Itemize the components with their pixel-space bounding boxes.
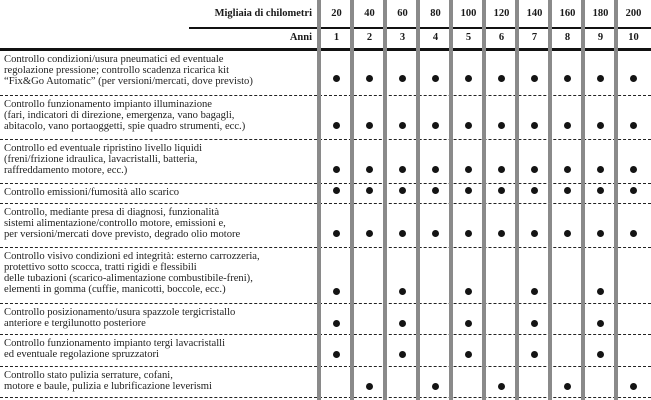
scheduled-dot-icon [531,166,538,173]
scheduled-dot-icon [432,383,439,390]
scheduled-dot-icon [630,230,637,237]
scheduled-dot-icon [597,122,604,129]
header-km-cell: 160 [559,8,576,19]
scheduled-dot-icon [432,75,439,82]
column-separator [581,0,585,400]
scheduled-dot-icon [333,288,340,295]
header-year-cell: 9 [597,32,604,43]
row-description-line: Controllo funzionamento impianto illuminazione [4,99,213,110]
scheduled-dot-icon [432,230,439,237]
scheduled-dot-icon [531,122,538,129]
scheduled-dot-icon [564,230,571,237]
row-description [4,251,316,295]
header-year-cell: 3 [399,32,406,43]
header-year-cell: 7 [531,32,538,43]
row-description-line: motore e baule, pulizia e lubrificazione leverismi [4,381,212,392]
header-km-cell: 100 [460,8,477,19]
row-description-line: Controllo posizionamento/usura spazzole tergicristallo [4,307,236,318]
scheduled-dot-icon [498,166,505,173]
row-description-line: abitacolo, vano portaoggetti, spie quadro strumenti, ecc.) [4,121,246,132]
scheduled-dot-icon [465,230,472,237]
scheduled-dot-icon [531,288,538,295]
scheduled-dot-icon [366,75,373,82]
scheduled-dot-icon [366,187,373,194]
row-description-line: Controllo emissioni/fumosità allo scarico [4,187,180,198]
scheduled-dot-icon [333,320,340,327]
header-year-cell: 2 [366,32,373,43]
scheduled-dot-icon [597,75,604,82]
scheduled-dot-icon [498,230,505,237]
header-years-label: Anni [289,32,312,43]
scheduled-dot-icon [564,122,571,129]
scheduled-dot-icon [432,187,439,194]
scheduled-dot-icon [333,122,340,129]
scheduled-dot-icon [399,230,406,237]
row-description [4,99,316,132]
row-description-line: Controllo condizioni/usura pneumatici ed eventuale [4,54,224,65]
column-separator [416,0,420,400]
scheduled-dot-icon [465,122,472,129]
scheduled-dot-icon [366,230,373,237]
scheduled-dot-icon [399,320,406,327]
column-separator [350,0,354,400]
scheduled-dot-icon [498,187,505,194]
row-description-line: Controllo stato pulizia serrature, cofani, [4,370,173,381]
scheduled-dot-icon [498,383,505,390]
scheduled-dot-icon [564,383,571,390]
scheduled-dot-icon [399,122,406,129]
row-description-line: delle tubazioni (scarico-alimentazione combustibile-freni), [4,273,253,284]
scheduled-dot-icon [366,166,373,173]
table-row [0,304,651,335]
row-description-line: Controllo visivo condizioni ed integrità: esterno carrozzeria, [4,251,260,262]
scheduled-dot-icon [630,187,637,194]
header-km-label: Migliaia di chilometri [214,8,312,19]
row-description-line: ed eventuale regolazione spruzzatori [4,349,160,360]
scheduled-dot-icon [465,351,472,358]
column-separator [317,0,321,400]
scheduled-dot-icon [597,166,604,173]
row-description-line: protettivo sotto scocca, tratti rigidi e flessibili [4,262,197,273]
row-description [4,207,316,240]
row-description-line: Controllo ed eventuale ripristino livello liquidi [4,143,203,154]
row-description-line: sistemi alimentazione/controllo motore, emissioni e, [4,218,226,229]
scheduled-dot-icon [630,75,637,82]
scheduled-dot-icon [564,187,571,194]
table-row [0,184,651,204]
scheduled-dot-icon [597,288,604,295]
header-km-cell: 40 [364,8,375,19]
scheduled-dot-icon [399,288,406,295]
scheduled-dot-icon [630,166,637,173]
scheduled-dot-icon [333,351,340,358]
header-year-cell: 1 [333,32,340,43]
scheduled-dot-icon [333,166,340,173]
table-row [0,96,651,140]
header-km-cell: 120 [493,8,510,19]
column-separator [515,0,519,400]
scheduled-dot-icon [465,320,472,327]
scheduled-dot-icon [465,166,472,173]
table-row [0,51,651,96]
header-km-cell: 60 [397,8,408,19]
scheduled-dot-icon [564,166,571,173]
column-separator [482,0,486,400]
scheduled-dot-icon [432,122,439,129]
header-km-cell: 180 [592,8,609,19]
scheduled-dot-icon [564,75,571,82]
row-description-line: “Fix&Go Automatic” (per versioni/mercati, dove previsto) [4,76,253,87]
scheduled-dot-icon [630,122,637,129]
scheduled-dot-icon [531,351,538,358]
row-description-line: Controllo funzionamento impianto tergi lavacristalli [4,338,226,349]
row-description-line: raffreddamento motore, ecc.) [4,165,128,176]
scheduled-dot-icon [333,230,340,237]
header-year-cell: 10 [628,32,639,43]
scheduled-dot-icon [531,320,538,327]
column-separator [383,0,387,400]
scheduled-dot-icon [333,75,340,82]
table-row [0,248,651,304]
row-description-line: (fari, indicatori di direzione, emergenza, vano bagagli, [4,110,235,121]
scheduled-dot-icon [531,75,538,82]
header-year-cell: 6 [498,32,505,43]
row-description-line: per versioni/mercati dove previsto, degrado olio motore [4,229,241,240]
table-row [0,204,651,248]
scheduled-dot-icon [399,351,406,358]
row-description-line: (freni/frizione idraulica, lavacristalli, batteria, [4,154,198,165]
scheduled-dot-icon [531,187,538,194]
scheduled-dot-icon [465,187,472,194]
scheduled-dot-icon [465,75,472,82]
row-description-line: anteriore e tergilunotto posteriore [4,318,146,329]
scheduled-dot-icon [597,230,604,237]
scheduled-dot-icon [498,122,505,129]
scheduled-dot-icon [333,187,340,194]
scheduled-dot-icon [399,166,406,173]
scheduled-dot-icon [498,75,505,82]
scheduled-dot-icon [432,166,439,173]
header-year-cell: 8 [564,32,571,43]
row-description [4,307,316,329]
scheduled-dot-icon [399,75,406,82]
scheduled-dot-icon [531,230,538,237]
column-separator [548,0,552,400]
column-separator [449,0,453,400]
scheduled-dot-icon [465,288,472,295]
header-year-cell: 4 [432,32,439,43]
scheduled-dot-icon [399,187,406,194]
scheduled-dot-icon [597,187,604,194]
header-km-cell: 80 [430,8,441,19]
row-description [4,338,316,360]
row-description [4,54,316,87]
table-row [0,140,651,184]
scheduled-dot-icon [630,383,637,390]
header-km-cell: 20 [331,8,342,19]
scheduled-dot-icon [366,383,373,390]
scheduled-dot-icon [366,122,373,129]
row-description-line: Controllo, mediante presa di diagnosi, funzionalità [4,207,220,218]
header-year-cell: 5 [465,32,472,43]
header-km-cell: 140 [526,8,543,19]
scheduled-dot-icon [597,351,604,358]
table-row [0,335,651,367]
scheduled-dot-icon [597,320,604,327]
table-row [0,367,651,398]
header-km-cell: 200 [625,8,642,19]
row-description-line: elementi in gomma (cuffie, manicotti, boccole, ecc.) [4,284,226,295]
row-description [4,143,316,176]
row-description [4,187,316,198]
row-description [4,370,316,392]
row-description-line: regolazione pressione; controllo scadenza ricarica kit [4,65,230,76]
column-separator [614,0,618,400]
